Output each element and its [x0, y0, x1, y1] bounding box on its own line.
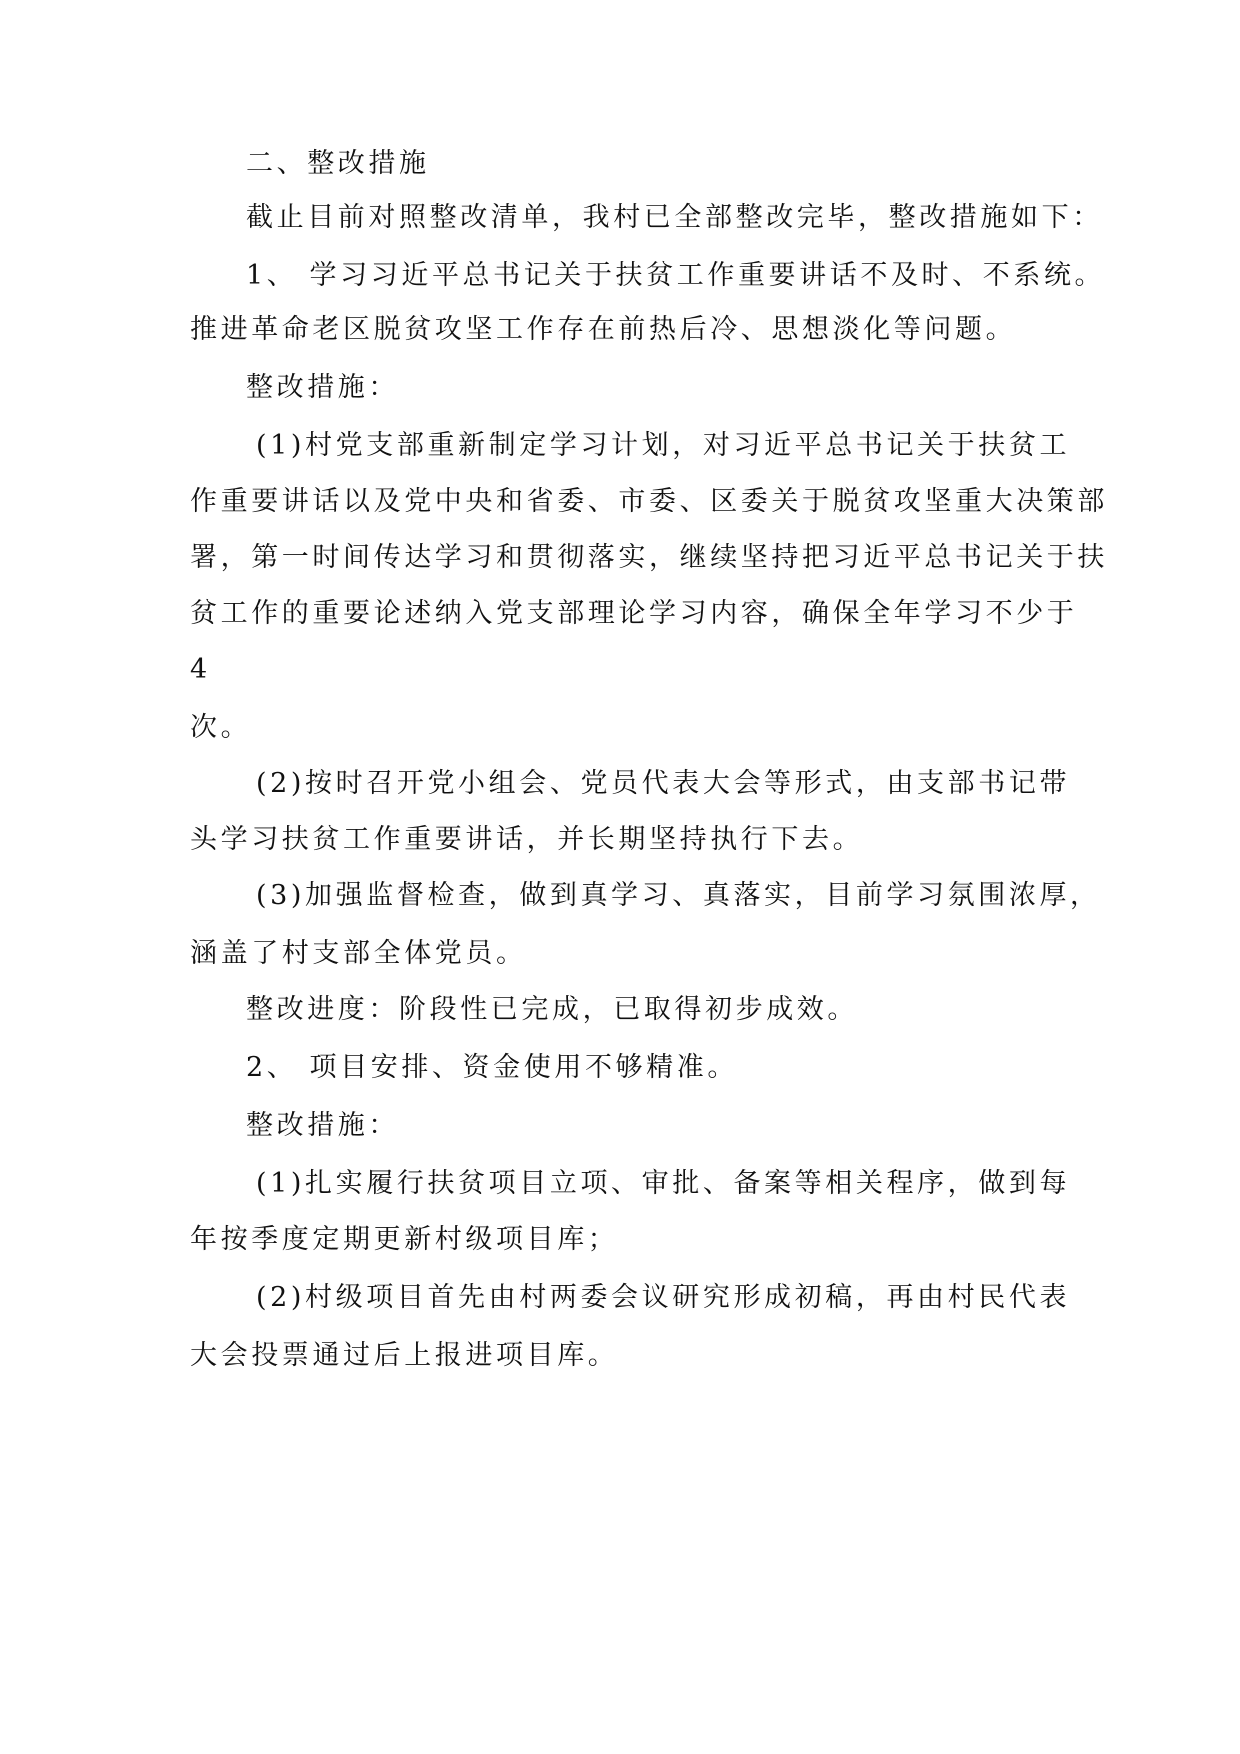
item2-measures-label: 整改措施： — [246, 1110, 399, 1141]
item1-measure2-line1: (2)按时召开党小组会、党员代表大会等形式，由支部书记带 — [256, 768, 1071, 799]
item1-measure1-line3: 署，第一时间传达学习和贯彻落实，继续坚持把习近平总书记关于扶 — [190, 542, 1108, 573]
item1-measure1-line5: 4 — [190, 654, 211, 685]
item2-heading: 2、 项目安排、资金使用不够精准。 — [246, 1052, 738, 1083]
intro-paragraph: 截止目前对照整改清单，我村已全部整改完毕，整改措施如下： — [246, 202, 1103, 233]
item2-measure1-line2: 年按季度定期更新村级项目库； — [190, 1224, 619, 1255]
item2-measure2-line2: 大会投票通过后上报进项目库。 — [190, 1340, 619, 1371]
item2-measure1-line1: (1)扎实履行扶贫项目立项、审批、备案等相关程序，做到每 — [256, 1168, 1071, 1199]
item1-progress: 整改进度：阶段性已完成，已取得初步成效。 — [246, 994, 858, 1025]
item1-measure1-line2: 作重要讲话以及党中央和省委、市委、区委关于脱贫攻坚重大决策部 — [190, 486, 1108, 517]
item1-heading-line1: 1、 学习习近平总书记关于扶贫工作重要讲话不及时、不系统。 — [246, 260, 1106, 291]
item2-measure2-line1: (2)村级项目首先由村两委会议研究形成初稿，再由村民代表 — [256, 1282, 1071, 1313]
item1-measures-label: 整改措施： — [246, 372, 399, 403]
item1-measure1-line6: 次。 — [190, 712, 252, 743]
item1-measure2-line2: 头学习扶贫工作重要讲话，并长期坚持执行下去。 — [190, 824, 864, 855]
item1-measure3-line1: (3)加强监督检查，做到真学习、真落实，目前学习氛围浓厚， — [256, 880, 1101, 911]
item1-measure1-line1: (1)村党支部重新制定学习计划，对习近平总书记关于扶贫工 — [256, 430, 1071, 461]
item1-heading-line2: 推进革命老区脱贫攻坚工作存在前热后冷、思想淡化等问题。 — [190, 314, 1017, 345]
section-title: 二、整改措施 — [246, 148, 430, 179]
item1-measure1-line4: 贫工作的重要论述纳入党支部理论学习内容，确保全年学习不少于 — [190, 598, 1078, 629]
item1-measure3-line2: 涵盖了村支部全体党员。 — [190, 938, 527, 969]
